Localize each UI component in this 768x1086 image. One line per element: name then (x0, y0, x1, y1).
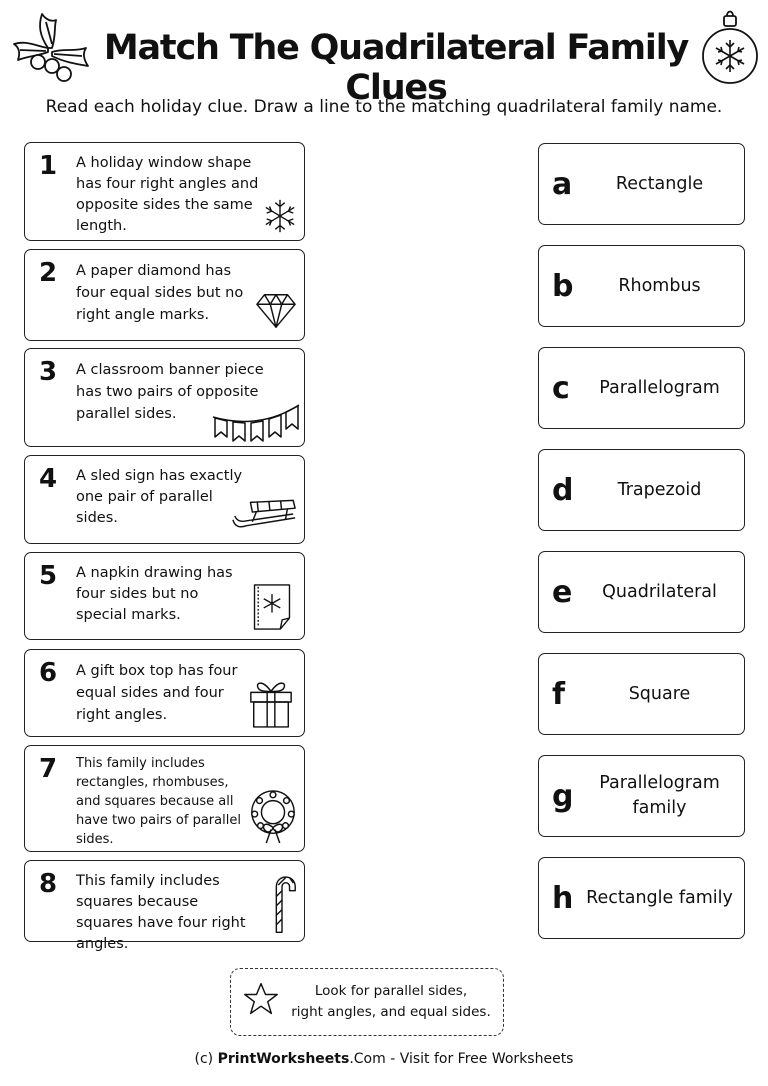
clue-number: 1 (39, 151, 58, 181)
wreath-icon (247, 786, 299, 846)
answer-box-b[interactable] (538, 245, 745, 327)
answer-letter: c (552, 370, 570, 406)
clue-card-2 (24, 249, 305, 341)
answer-name: Rectangle (615, 173, 704, 194)
footer-brand-com: .Com (349, 1051, 386, 1067)
clue-number: 5 (39, 561, 58, 591)
clue-card-1 (24, 142, 305, 241)
footer-suffix: - Visit for Free Worksheets (385, 1051, 574, 1067)
answer-box-c[interactable] (538, 347, 745, 429)
answer-name: Quadrilateral (602, 581, 717, 602)
footer-brand-worksheets: Worksheets (256, 1051, 350, 1067)
napkin-icon (249, 581, 295, 633)
clue-card-3 (24, 348, 305, 447)
answer-box-e[interactable] (538, 551, 745, 633)
clue-card-8 (24, 860, 305, 952)
holly-icon (8, 8, 94, 82)
ornament-icon (700, 8, 760, 90)
tip-line-1: Look for parallel sides, (314, 983, 468, 999)
clue-number: 2 (39, 258, 58, 288)
answer-name: Rhombus (618, 275, 701, 296)
answer-letter: a (552, 166, 573, 202)
clue-number: 6 (39, 658, 58, 688)
answer-letter: e (552, 574, 573, 610)
clue-number: 7 (39, 754, 58, 784)
answer-box-d[interactable] (538, 449, 745, 531)
clue-text: This family includes rectangles, rhombuses, and squares because all have two pairs of parallel sides. (76, 756, 241, 847)
star-icon (243, 981, 279, 1017)
answer-letter: g (552, 778, 574, 814)
clue-number: 3 (39, 357, 58, 387)
instructions: Read each holiday clue. Draw a line to the matching quadrilateral family name. (45, 97, 723, 117)
answer-letter: d (552, 472, 574, 508)
tip-box (230, 968, 504, 1036)
answer-name: Parallelogram (599, 377, 720, 398)
answer-name: Trapezoid (617, 479, 702, 500)
clue-number: 8 (39, 869, 58, 899)
clue-text: A napkin drawing has four sides but no special marks. (76, 565, 233, 623)
answer-letter: h (552, 880, 574, 916)
answer-box-h[interactable] (538, 857, 745, 939)
page-title: Match The Quadrilateral Family Clues (103, 28, 689, 108)
answer-name: Rectangle family (586, 887, 733, 908)
footer-brand-print: Print (217, 1051, 257, 1067)
answer-letter: f (552, 676, 566, 712)
clue-card-5 (24, 552, 305, 640)
clue-text: A classroom banner piece has two pairs of opposite parallel sides. (76, 362, 264, 422)
clue-text: A sled sign has exactly one pair of parallel sides. (76, 468, 243, 526)
clue-card-7 (24, 745, 305, 852)
tip-text (283, 981, 499, 1023)
clue-card-4 (24, 455, 305, 544)
answer-name: Square (628, 683, 691, 704)
answer-box-a[interactable] (538, 143, 745, 225)
clue-number: 4 (39, 464, 58, 494)
snowflake-icon (261, 197, 299, 235)
candy-cane-icon (265, 869, 299, 937)
diamond-icon (255, 290, 297, 330)
banner-icon (211, 401, 301, 445)
footer-prefix: (c) (194, 1051, 218, 1067)
answer-name: Parallelogram family (599, 773, 720, 818)
footer-credit (0, 1051, 768, 1067)
clue-text: A paper diamond has four equal sides but no right angle marks. (76, 263, 244, 323)
answer-letter: b (552, 268, 574, 304)
answer-box-f[interactable] (538, 653, 745, 735)
answer-box-g[interactable] (538, 755, 745, 837)
clue-text: This family includes squares because squares have four right angles. (76, 873, 246, 952)
clue-text: A gift box top has four equal sides and four right angles. (76, 663, 238, 723)
clue-text: A holiday window shape has four right angles and opposite sides the same length. (76, 155, 259, 234)
sled-icon (231, 494, 299, 534)
gift-icon (247, 674, 295, 730)
clue-card-6 (24, 649, 305, 737)
tip-line-2: right angles, and equal sides. (291, 1004, 491, 1020)
